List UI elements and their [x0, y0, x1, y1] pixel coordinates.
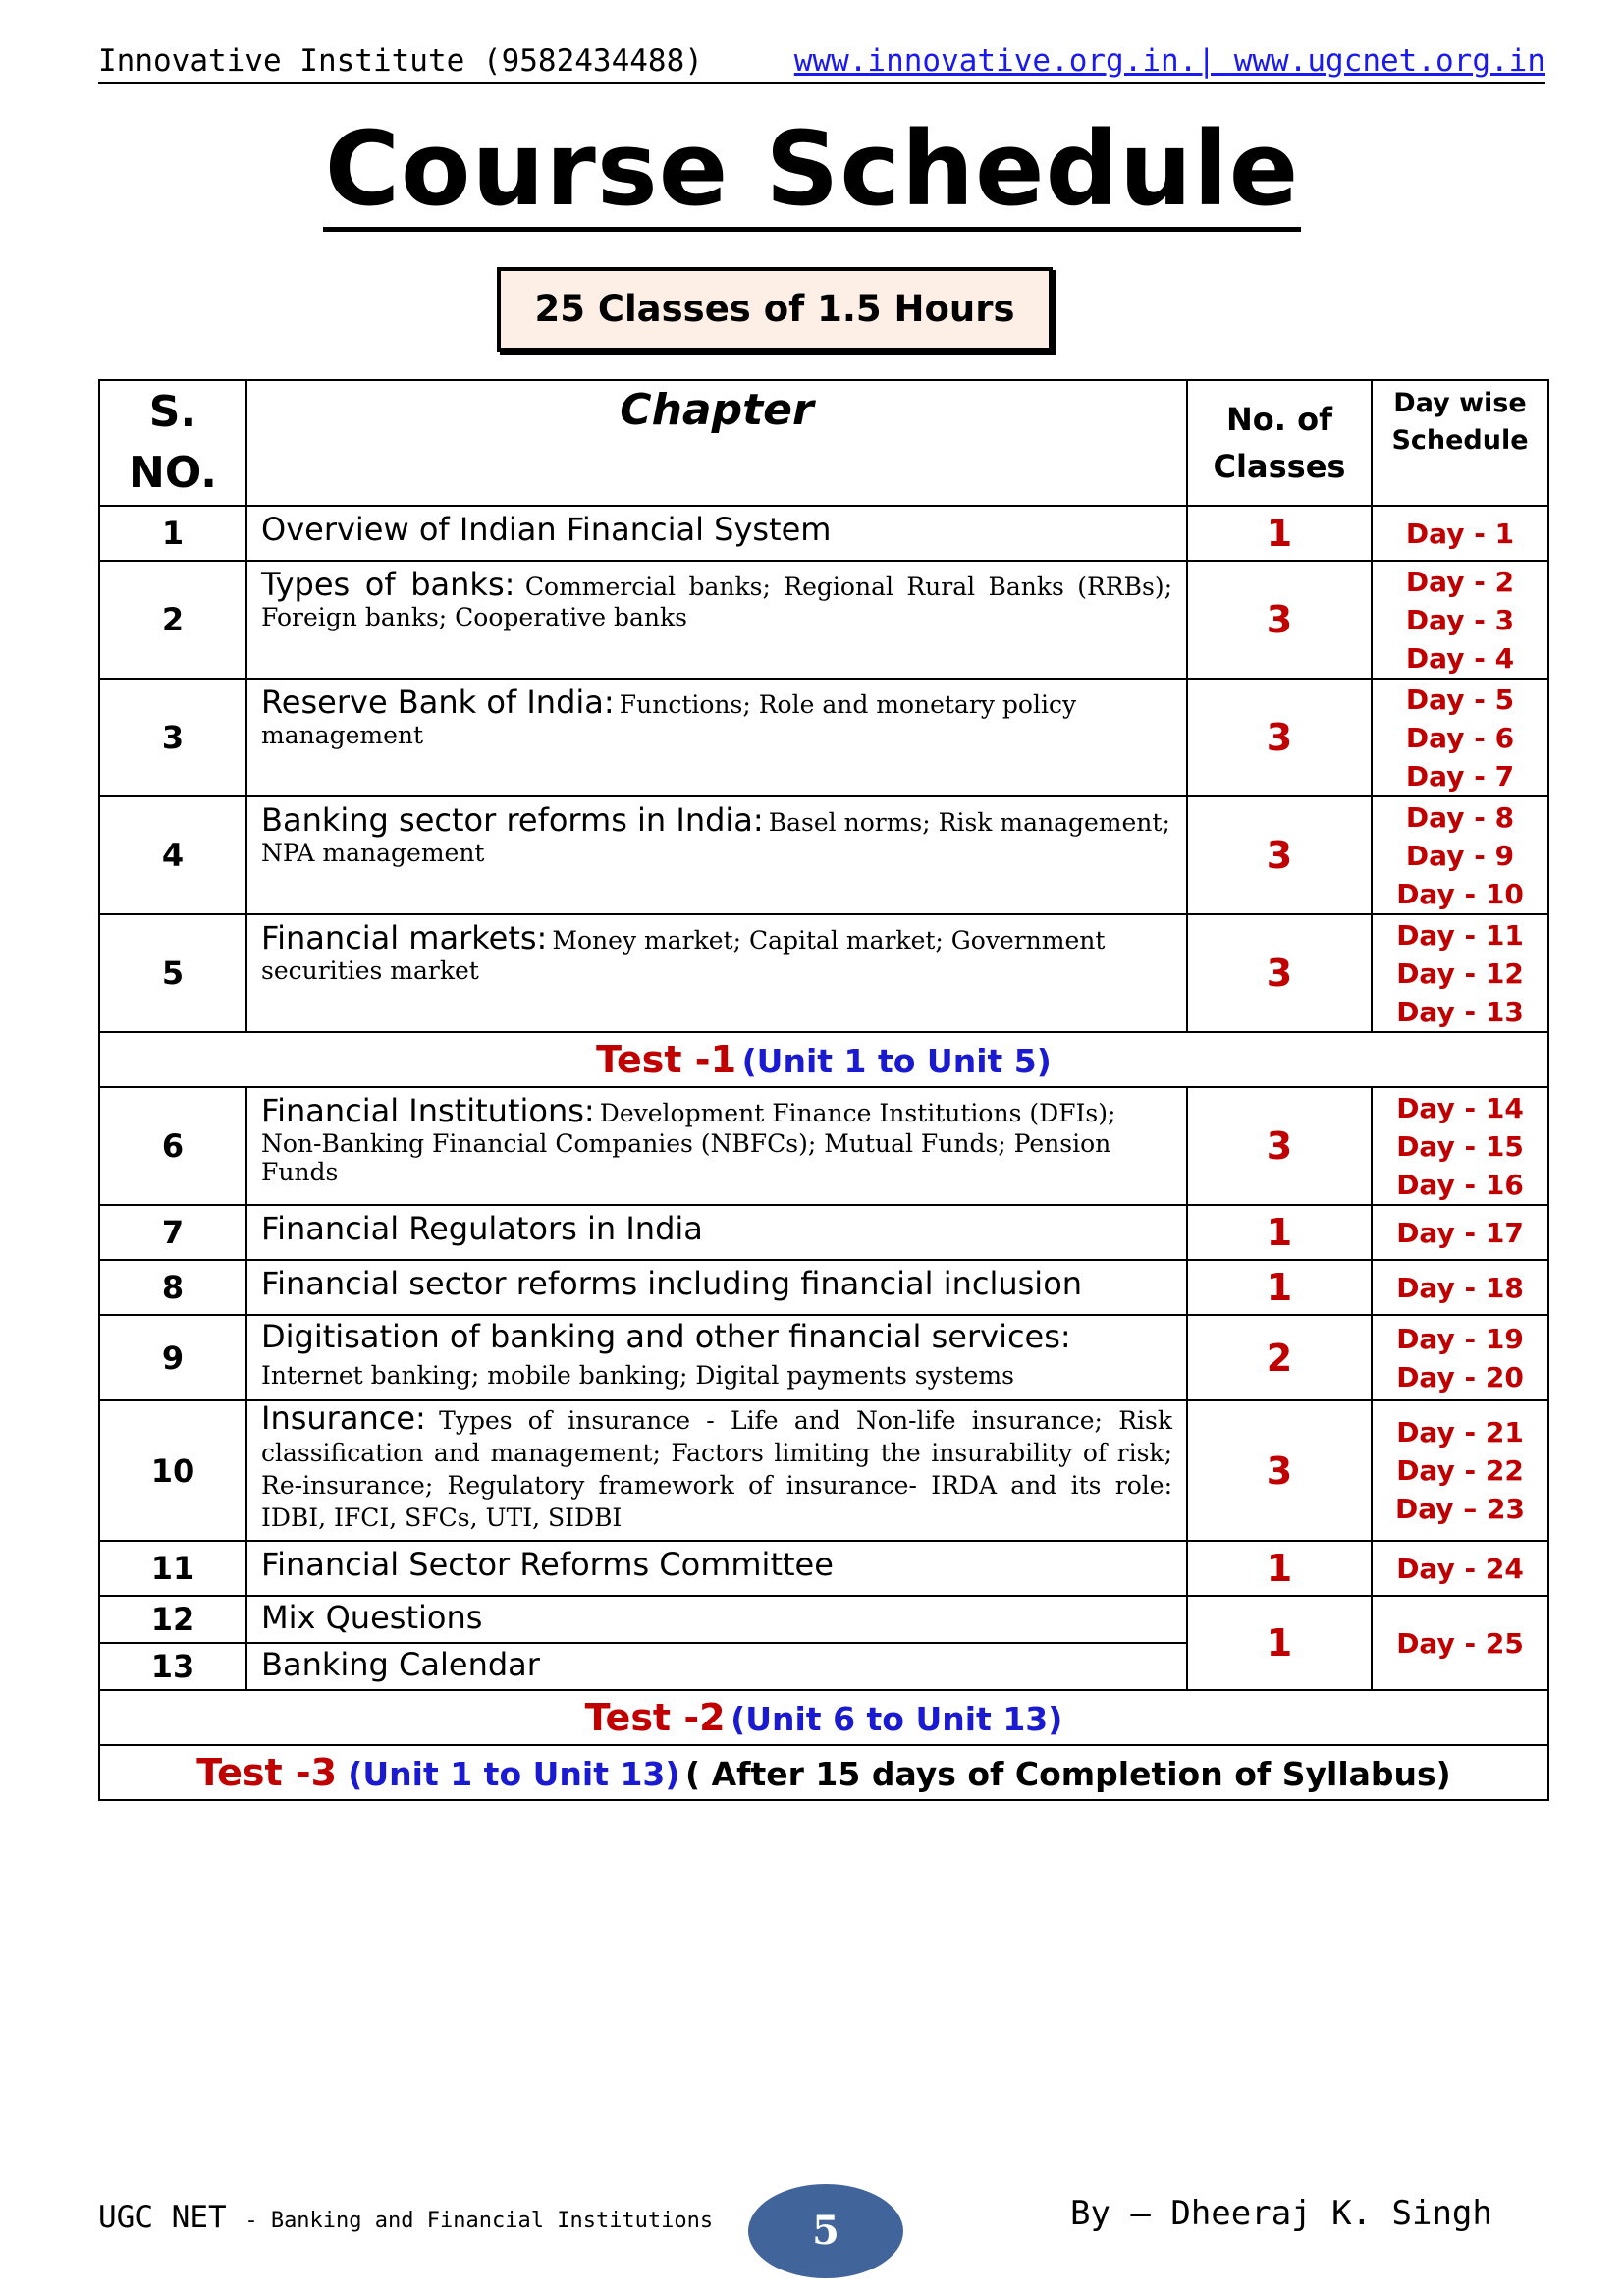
table-row [99, 561, 1548, 679]
row-number: 10 [99, 1400, 246, 1541]
day-label: Day - 9 [1405, 839, 1515, 872]
day-label: Day - 6 [1405, 721, 1515, 754]
day-label: Day - 5 [1405, 683, 1515, 716]
header-classes [1187, 380, 1372, 506]
day-label: Day - 10 [1396, 877, 1524, 910]
row-number: 9 [99, 1315, 246, 1400]
day-cell [1372, 1541, 1548, 1596]
website-links[interactable]: www.innovative.org.in.| www.ugcnet.org.in [793, 43, 1545, 79]
test-range: (Unit 6 to Unit 13) [731, 1700, 1063, 1738]
day-label: Day - 1 [1405, 517, 1515, 550]
header-classes-line2: Classes [1213, 448, 1346, 485]
chapter-title: Banking sector reforms in India: [261, 801, 764, 839]
chapter-cell [246, 1596, 1187, 1643]
chapter-description: Types of insurance - Life and Non-life insurance; Risk classification and management; Factors limiting the insurability of risk; Re-insurance; Regulatory framework of insurance- IRDA and its role: IDBI, IFCI, SFCs, UTI, SIDBI [261, 1406, 1172, 1532]
chapter-title: Financial sector reforms including financial inclusion [261, 1265, 1083, 1302]
footer-course [98, 2200, 713, 2235]
test-row-1 [99, 1032, 1548, 1087]
chapter-title: Overview of Indian Financial System [261, 511, 832, 548]
chapter-title: Financial Sector Reforms Committee [261, 1546, 834, 1583]
table-row [99, 1541, 1548, 1596]
day-cell [1372, 1596, 1548, 1690]
day-label: Day - 14 [1396, 1091, 1524, 1124]
class-count: 1 [1187, 1596, 1372, 1690]
row-number: 2 [99, 561, 246, 679]
chapter-title: Reserve Bank of India: [261, 683, 615, 721]
day-cell [1372, 679, 1548, 796]
day-label: Day - 19 [1396, 1322, 1524, 1355]
footer-subject: - Banking and Financial Institutions [244, 2209, 714, 2233]
day-cell [1372, 561, 1548, 679]
header-sno-line1: S. [148, 387, 197, 437]
day-label: Day - 15 [1396, 1129, 1524, 1163]
table-row [99, 1315, 1548, 1400]
day-label: Day – 23 [1395, 1493, 1525, 1525]
day-cell [1372, 796, 1548, 914]
chapter-title: Digitisation of banking and other financial services: [261, 1318, 1071, 1355]
test-label: Test -3 [196, 1751, 338, 1794]
class-count: 1 [1187, 506, 1372, 561]
chapter-cell [246, 561, 1187, 679]
day-label: Day - 12 [1396, 957, 1524, 990]
table-row [99, 1087, 1548, 1205]
chapter-description: Functions; Role and monetary policy management [261, 690, 1077, 749]
row-number: 3 [99, 679, 246, 796]
chapter-cell [246, 679, 1187, 796]
class-count: 1 [1187, 1541, 1372, 1596]
day-cell [1372, 1205, 1548, 1260]
chapter-cell [246, 914, 1187, 1032]
test-row-2 [99, 1690, 1548, 1745]
chapter-cell [246, 506, 1187, 561]
test-range: (Unit 1 to Unit 5) [741, 1042, 1052, 1080]
test-cell [99, 1690, 1548, 1745]
class-count: 3 [1187, 561, 1372, 679]
day-label: Day - 21 [1396, 1416, 1524, 1449]
class-count: 3 [1187, 914, 1372, 1032]
row-number: 13 [99, 1643, 246, 1690]
chapter-description: Basel norms; Risk management; NPA management [261, 808, 1170, 867]
chapter-title: Banking Calendar [261, 1646, 540, 1683]
row-number: 11 [99, 1541, 246, 1596]
institute-name: Innovative Institute (9582434488) [98, 43, 703, 79]
chapter-title: Insurance: [261, 1399, 426, 1437]
day-label: Day - 11 [1396, 918, 1524, 952]
chapter-cell [246, 1541, 1187, 1596]
test-row-3 [99, 1745, 1548, 1800]
classes-summary-box: 25 Classes of 1.5 Hours [497, 267, 1053, 352]
row-number: 6 [99, 1087, 246, 1205]
class-count: 3 [1187, 1400, 1372, 1541]
day-cell [1372, 914, 1548, 1032]
table-row [99, 506, 1548, 561]
day-cell [1372, 1315, 1548, 1400]
chapter-cell [246, 1643, 1187, 1690]
test-cell [99, 1745, 1548, 1800]
day-label: Day - 17 [1396, 1216, 1524, 1249]
day-label: Day - 3 [1405, 603, 1515, 636]
class-count: 1 [1187, 1260, 1372, 1315]
day-label: Day - 22 [1396, 1454, 1524, 1487]
chapter-description: Internet banking; mobile banking; Digital payments systems [261, 1361, 1014, 1390]
page-header [98, 43, 1545, 84]
day-cell [1372, 506, 1548, 561]
test-label: Test -1 [596, 1038, 737, 1081]
row-number: 12 [99, 1596, 246, 1643]
day-cell [1372, 1260, 1548, 1315]
header-day-line1: Day wise [1393, 388, 1527, 418]
day-label: Day - 13 [1396, 995, 1524, 1028]
test-note: ( After 15 days of Completion of Syllabus) [685, 1755, 1451, 1793]
schedule-table [98, 379, 1549, 1801]
page-title-wrap [0, 109, 1624, 232]
footer-author: By – Dheeraj K. Singh [1070, 2194, 1492, 2233]
day-cell [1372, 1087, 1548, 1205]
class-count: 1 [1187, 1205, 1372, 1260]
chapter-cell [246, 1260, 1187, 1315]
class-count: 3 [1187, 1087, 1372, 1205]
chapter-description: Development Finance Institutions (DFIs); Non-Banking Financial Companies (NBFCs); Mutual Funds; Pension Funds [261, 1099, 1116, 1186]
day-label: Day - 20 [1396, 1360, 1524, 1394]
day-label: Day - 4 [1405, 641, 1515, 675]
table-row [99, 1205, 1548, 1260]
header-chapter: Chapter [246, 380, 1187, 506]
test-range: (Unit 1 to Unit 13) [348, 1755, 680, 1793]
day-label: Day - 25 [1396, 1626, 1524, 1660]
test-label: Test -2 [584, 1696, 726, 1739]
chapter-cell [246, 1400, 1187, 1541]
chapter-cell [246, 1205, 1187, 1260]
row-number: 7 [99, 1205, 246, 1260]
chapter-title: Financial Regulators in India [261, 1210, 703, 1247]
header-sno [99, 380, 246, 506]
chapter-cell [246, 1087, 1187, 1205]
row-number: 4 [99, 796, 246, 914]
table-row [99, 679, 1548, 796]
header-classes-line1: No. of [1226, 401, 1332, 438]
header-day-schedule [1372, 380, 1548, 506]
row-number: 5 [99, 914, 246, 1032]
chapter-title: Financial Institutions: [261, 1092, 595, 1129]
day-cell [1372, 1400, 1548, 1541]
day-label: Day - 7 [1405, 759, 1515, 793]
chapter-cell [246, 1315, 1187, 1400]
chapter-description: Money market; Capital market; Government securities market [261, 926, 1106, 985]
table-row [99, 1596, 1548, 1643]
table-header-row [99, 380, 1548, 506]
day-label: Day - 2 [1405, 565, 1515, 598]
class-count: 3 [1187, 796, 1372, 914]
class-count: 2 [1187, 1315, 1372, 1400]
day-label: Day - 8 [1405, 800, 1515, 834]
table-row [99, 1400, 1548, 1541]
day-label: Day - 16 [1396, 1168, 1524, 1201]
chapter-cell [246, 796, 1187, 914]
chapter-title: Financial markets: [261, 919, 548, 957]
header-sno-line2: NO. [129, 448, 217, 498]
table-row [99, 1260, 1548, 1315]
page-number-badge: 5 [748, 2184, 903, 2278]
page-title: Course Schedule [323, 116, 1302, 232]
row-number: 1 [99, 506, 246, 561]
day-label: Day - 18 [1396, 1271, 1524, 1304]
row-number: 8 [99, 1260, 246, 1315]
table-row [99, 914, 1548, 1032]
class-count: 3 [1187, 679, 1372, 796]
day-label: Day - 24 [1396, 1552, 1524, 1585]
chapter-description: Commercial banks; Regional Rural Banks (RRBs); Foreign banks; Cooperative banks [261, 573, 1172, 631]
chapter-title: Types of banks: [261, 566, 515, 603]
footer-exam: UGC NET [98, 2200, 227, 2235]
header-day-line2: Schedule [1391, 425, 1529, 456]
test-cell [99, 1032, 1548, 1087]
chapter-title: Mix Questions [261, 1599, 483, 1636]
table-row [99, 796, 1548, 914]
